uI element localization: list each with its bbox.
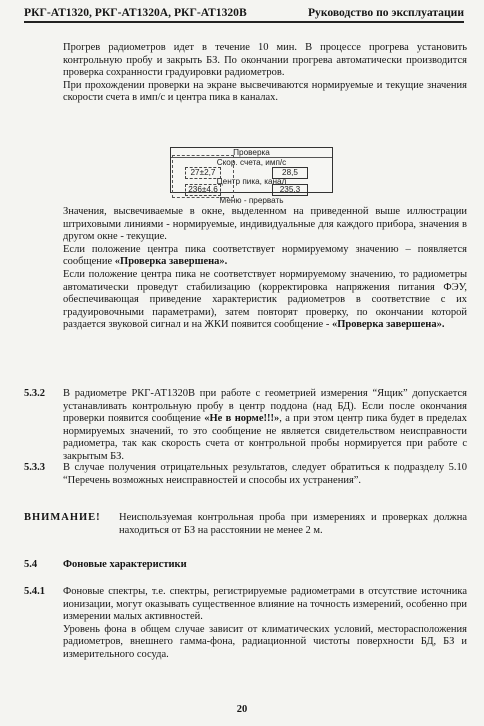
dialog-rate-label: Скор. счета, имп/с (216, 158, 287, 167)
after-paragraph-2-text: Если положение центра пика соответствует нормируемому значению – появляется сообщение (63, 243, 467, 268)
after-paragraph-1: Значения, высвечиваемые в окне, выделенном на приведенной выше иллюстрации штриховыми линиями - нормируемые, индивидуальные для каждого прибора, значения в другом окне - текущие. (63, 206, 467, 243)
section-paragraph (63, 388, 467, 464)
check-complete-message-2: «Проверка завершена». (331, 319, 445, 331)
after-paragraph-2 (63, 244, 467, 269)
page-number: 20 (236, 704, 248, 715)
not-normal-message: «Не в норме!!!» (204, 413, 280, 425)
section-paragraph: В случае получения отрицательных результатов, следует обратиться к подразделу 5.10 “Перечень возможных неисправностей и способы их устранения”. (63, 462, 467, 486)
section-5-3-2 (24, 388, 467, 464)
header-doc-title: Руководство по эксплуатации (307, 6, 464, 19)
section-number: 5.3.3 (24, 462, 45, 473)
dialog-rate-value: 28,5 (272, 167, 308, 179)
section-number: 5.4 (24, 559, 38, 570)
warning-text: Неиспользуемая контрольная проба при измерениях и проверках должна находиться от БЗ на расстоянии не менее 2 м. (119, 512, 467, 536)
section-body (63, 586, 467, 662)
after-figure-text (63, 206, 467, 332)
section-number: 5.3.2 (24, 388, 45, 399)
page-header (24, 6, 464, 23)
header-model-names: РКГ-АТ1320, РКГ-АТ1320А, РКГ-АТ1320В (24, 6, 247, 19)
section-text: В радиометре РКГ-АТ1320В при работе с геометрией измерения “Ящик” допускается устанавливать контрольную пробу в центр поддона (над БД). Если после окончания проверки появится сообщение (63, 388, 467, 425)
dialog-peak-norm: 236±4,6 (185, 184, 221, 196)
section-5-4-heading (24, 559, 467, 572)
section-paragraph-2: Уровень фона в общем случае зависит от климатических условий, месторасположения радиометров, внешнего гамма-фона, радиационной чистоты поверхности БД, БЗ и измерительного сосуда. (63, 623, 467, 660)
section-number: 5.4.1 (24, 586, 45, 597)
section-body (63, 388, 467, 464)
intro-paragraph-1: Прогрев радиометров идет в течение 10 мин. В процессе прогрева установить контрольную пробу и закрыть БЗ. По окончании прогрева автоматически производится проверка сохранности градуировки радиометров. (63, 42, 467, 79)
intro-text (63, 42, 467, 105)
dialog-menu-hint: Меню - прервать (219, 196, 284, 205)
section-text-continued: , а при этом центр пика будет в пределах нормируемых значений, то это сообщение не является свидетельством неисправности радиометра, так как скорость счета от контрольной пробы нормируется при работе с закрытым БЗ. (63, 413, 467, 462)
warning-note (24, 512, 467, 537)
section-title: Фоновые характеристики (63, 559, 187, 570)
section-paragraph-1: Фоновые спектры, т.е. спектры, регистрируемые радиометрами в отсутствие источника ионизации, могут оказывать существенное влияние на точность измерений, особенно при измерении малых активностей. (63, 586, 467, 623)
dialog-peak-value: 235,3 (272, 184, 308, 196)
warning-label: ВНИМАНИЕ! (24, 512, 101, 523)
dialog-peak-label: Центр пика, канал (216, 177, 287, 186)
section-body (63, 462, 467, 487)
check-complete-message: «Проверка завершена». (114, 256, 228, 268)
dialog-title: Проверка (171, 148, 332, 158)
intro-paragraph-2: При прохождении проверки на экране высвечиваются нормируемые и текущие значения скорости счета в имп/с и центра пика в каналах. (63, 79, 467, 104)
section-5-3-3 (24, 462, 467, 487)
dialog-rate-norm: 27±2,7 (185, 167, 221, 179)
check-dialog-figure (170, 147, 333, 205)
after-paragraph-3 (63, 269, 467, 332)
section-5-4-1 (24, 586, 467, 662)
after-paragraph-3-text: Если положение центра пика не соответствует нормируемому значению, то радиометры автоматически проведут стабилизацию (корректировка напряжения питания ФЭУ, обеспечивающая приведение характеристик радиометров в соответствие с их градуировочными параметрами), затем повторят проверку, по окончании которой раздается звуковой сигнал и на ЖКИ появится сообщение - (63, 268, 467, 331)
